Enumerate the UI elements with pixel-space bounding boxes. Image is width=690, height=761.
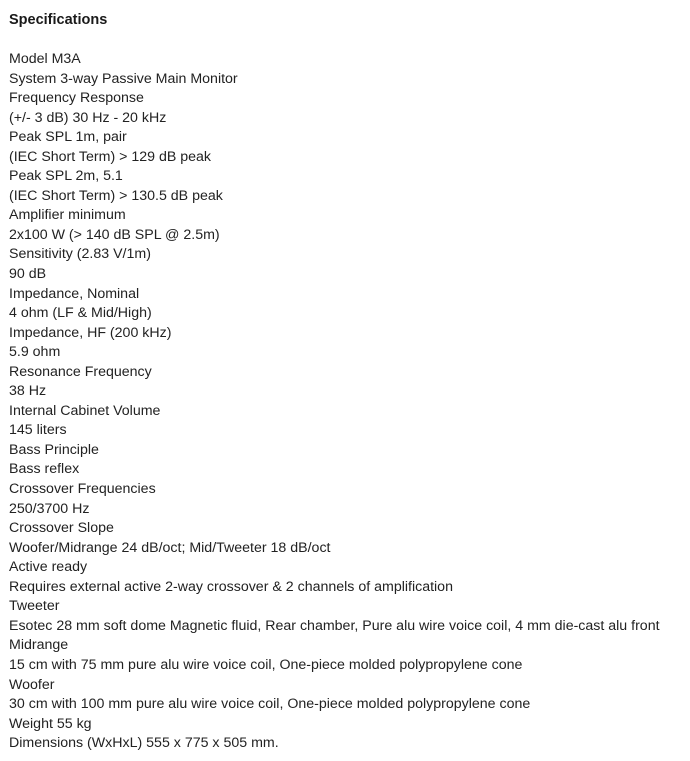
spec-line: Sensitivity (2.83 V/1m) [9, 246, 151, 263]
spec-line: Active ready [9, 559, 88, 576]
spec-line: Impedance, Nominal [9, 285, 140, 302]
spec-line: 30 cm with 100 mm pure alu wire voice coil, One-piece molded polypropylene cone [9, 696, 531, 713]
spec-line: Woofer/Midrange 24 dB/oct; Mid/Tweeter 18 dB/oct [9, 539, 331, 556]
spec-line: Dimensions (WxHxL) 555 x 775 x 505 mm. [9, 735, 279, 752]
spec-line: 38 Hz [9, 383, 47, 400]
spec-line: 15 cm with 75 mm pure alu wire voice coil, One-piece molded polypropylene cone [9, 656, 523, 673]
spec-line: Midrange [9, 637, 69, 654]
spec-line: Crossover Frequencies [9, 481, 156, 498]
page-title: Specifications [9, 12, 108, 28]
spec-line: Esotec 28 mm soft dome Magnetic fluid, Rear chamber, Pure alu wire voice coil, 4 mm die-cast alu front [9, 617, 660, 634]
spec-line: (IEC Short Term) > 129 dB peak [9, 148, 212, 165]
spec-line: Resonance Frequency [9, 363, 152, 380]
spec-line: Amplifier minimum [9, 207, 126, 224]
spec-line: Peak SPL 2m, 5.1 [9, 168, 123, 185]
spec-line: 250/3700 Hz [9, 500, 90, 517]
spec-list [9, 50, 660, 754]
spec-line: (IEC Short Term) > 130.5 dB peak [9, 187, 223, 204]
spec-line: 5.9 ohm [9, 344, 61, 361]
spec-line: Bass Principle [9, 441, 99, 458]
spec-line: Woofer [9, 676, 55, 693]
spec-line: 4 ohm (LF & Mid/High) [9, 305, 152, 322]
spec-line: Crossover Slope [9, 520, 114, 537]
spec-line: 2x100 W (> 140 dB SPL @ 2.5m) [9, 226, 220, 243]
spec-line: 145 liters [9, 422, 67, 439]
spec-line: Peak SPL 1m, pair [9, 129, 127, 146]
spec-line: Internal Cabinet Volume [9, 402, 161, 419]
spec-line: Model M3A [9, 51, 81, 67]
spec-line: Requires external active 2-way crossover & 2 channels of amplification [9, 578, 453, 595]
spec-line: Weight 55 kg [9, 715, 92, 732]
spec-line: Frequency Response [9, 90, 144, 107]
spec-line: 90 dB [9, 266, 47, 283]
spec-line: System 3-way Passive Main Monitor [9, 70, 238, 87]
spec-line: (+/- 3 dB) 30 Hz - 20 kHz [9, 109, 167, 126]
spec-line: Impedance, HF (200 kHz) [9, 324, 172, 341]
spec-line: Tweeter [9, 598, 60, 615]
spec-line: Bass reflex [9, 461, 80, 478]
